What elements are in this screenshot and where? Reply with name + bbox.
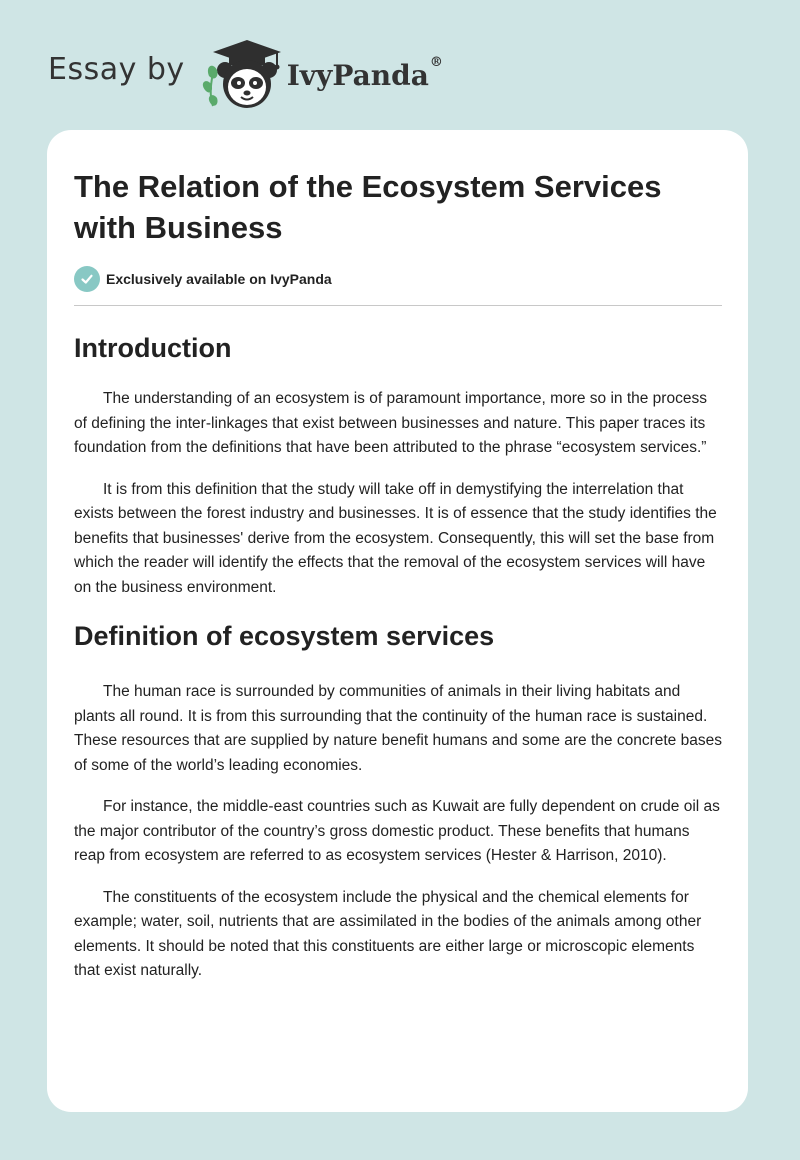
brand-name: IvyPanda® [286,54,443,92]
paragraph: The understanding of an ecosystem is of paramount importance, more so in the process of defining the inter-linkages that exist between businesses and nature. This paper traces its foundation from the definitions that have been attributed to the phrase “ecosystem services.” [74,390,707,456]
brand-prefix: Essay by [48,51,185,87]
essay-card [47,130,748,1112]
paragraph: For instance, the middle-east countries such as Kuwait are fully dependent on crude oil as the major contributor of the country’s gross domestic product. These benefits that humans reap from ecosystem are referred to as ecosystem services (Hester & Harrison, 2010). [74,798,720,864]
site-header [48,34,443,114]
essay-title: The Relation of the Ecosystem Services with Business [74,169,662,245]
exclusive-label: Exclusively available on IvyPanda [106,271,332,287]
section-introduction [74,330,722,600]
trademark-symbol: ® [429,54,443,70]
panda-graduate-icon [195,36,291,112]
section-definition [74,618,722,984]
exclusive-badge [74,266,722,292]
divider [74,305,722,306]
section-heading: Introduction [74,333,232,363]
checkmark-icon [74,266,100,292]
paragraph: It is from this definition that the study will take off in demystifying the interrelation that exists between the forest industry and businesses. It is of essence that the study identifies the benefits that businesses' derive from the ecosystem. Consequently, this will set the base from which the reader will identify the effects that the removal of the ecosystem services will have on the business environment. [74,480,717,596]
paragraph: The constituents of the ecosystem include the physical and the chemical elements for example; water, soil, nutrients that are assimilated in the bodies of the animals among other elements. It should be noted that this constituents are either large or microscopic elements that exist naturally. [74,888,702,979]
paragraph: The human race is surrounded by communities of animals in their living habitats and plants all round. It is from this surrounding that the continuity of the human race is sustained. These resources that are supplied by nature benefit humans and some are the concrete bases of some of the world’s leading economies. [74,683,722,774]
section-heading: Definition of ecosystem services [74,621,495,651]
